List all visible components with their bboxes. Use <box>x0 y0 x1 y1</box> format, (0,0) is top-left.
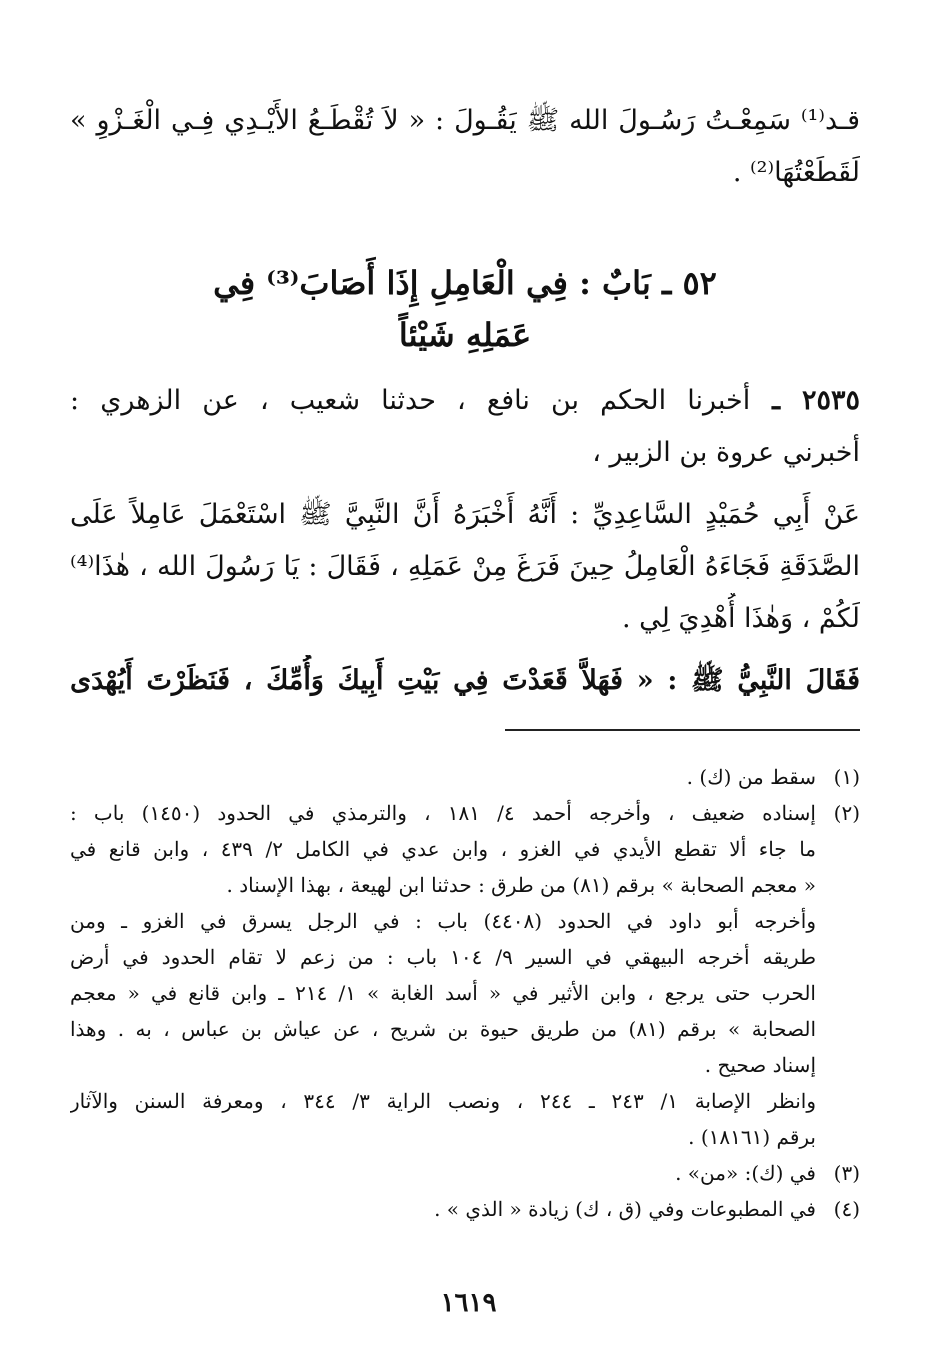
footnote-line: إسناده ضعيف ، وأخرجه أحمد ٤/ ١٨١ ، والترمذي في الحدود (١٤٥٠) باب : <box>70 801 816 825</box>
footnote-line: طريقه أخرجه البيهقي في السير ٩/ ١٠٤ باب : من زعم لا تقام الحدود في أرض <box>70 945 816 969</box>
chapter-title-line-2: عَمَلِهِ شَيْئاً <box>398 316 532 354</box>
footnote-line: برقم (١٨١٦١) . <box>688 1125 816 1149</box>
hadith-text <box>70 489 860 645</box>
footnote-2 <box>70 795 860 1155</box>
footnote-line: الصحابة » برقم (٨١) من طريق حيوة بن شريح ، عن عياش بن عباس ، به . وهذا <box>70 1017 816 1041</box>
footnotes <box>70 759 860 1227</box>
footnote-4 <box>70 1191 860 1227</box>
footnote-line: وأخرجه أبو داود في الحدود (٤٤٠٨) باب : في الرجل يسرق في الغزو ـ ومن <box>70 909 816 933</box>
chapter-title <box>70 257 860 361</box>
footnote-line: إسناد صحيح . <box>704 1053 816 1077</box>
footnote-divider <box>505 729 860 731</box>
hadith-continuation <box>70 655 860 707</box>
footnote-line: سقط من (ك) . <box>686 765 816 789</box>
hadith-line-1: عَنْ أَبِي حُمَيْدٍ السَّاعِدِيِّ : أَنَّهُ أَخْبَرَهُ أَنَّ النَّبِيَّ ﷺ اسْتَعْمَلَ عَامِلاً عَلَى <box>70 499 860 530</box>
hadith-line-2: الصَّدَقَةِ فَجَاءَهُ الْعَامِلُ حِينَ فَرَغَ مِنْ عَمَلِهِ ، فَقَالَ : يَا رَسُولَ الله ، هٰذَا⁽⁴⁾ <box>70 551 860 582</box>
isnad-line-1: ٢٥٣٥ ـ أخبرنا الحكم بن نافع ، حدثنا شعيب ، عن الزهري : <box>70 385 860 416</box>
isnad <box>70 375 860 479</box>
footnote-number: (٤) <box>833 1197 860 1221</box>
intro-line-2: لَقَطَعْتُهَا⁽²⁾ . <box>732 157 860 188</box>
footnote-3 <box>70 1155 860 1191</box>
footnote-line: في (ك): «من» . <box>675 1161 816 1185</box>
hadith-line-3: لَكُمْ ، وَهٰذَا أُهْدِيَ لِي . <box>621 603 860 634</box>
footnote-line: في المطبوعات وفي (ق ، ك) زيادة « الذي » . <box>434 1197 816 1221</box>
footnote-line: ما جاء ألا تقطع الأيدي في الغزو ، وابن عدي في الكامل ٢/ ٤٣٩ ، وابن قانع في <box>70 837 816 861</box>
page-number: ١٦١٩ <box>440 1288 497 1318</box>
footnote-line: الحرب حتى يرجع ، وابن الأثير في « أسد الغابة » ١/ ٢١٤ ـ وابن قانع في « معجم <box>70 981 816 1005</box>
footnote-number: (١) <box>833 765 860 789</box>
footnote-number: (٣) <box>833 1161 860 1185</box>
footnote-line: « معجم الصحابة » برقم (٨١) من طرق : حدثنا ابن لهيعة ، بهذا الإسناد . <box>226 873 816 897</box>
isnad-line-2: أخبرني عروة بن الزبير ، <box>592 437 860 468</box>
footnote-number: (٢) <box>833 801 860 825</box>
footnote-line: وانظر الإصابة ١/ ٢٤٣ ـ ٢٤٤ ، ونصب الراية ٣/ ٣٤٤ ، ومعرفة السنن والآثار <box>70 1089 816 1113</box>
page-content <box>70 95 860 1227</box>
footnote-1 <box>70 759 860 795</box>
hadith-last-line: فَقَالَ النَّبِيُّ ﷺ : « فَهَلاَّ قَعَدْتَ فِي بَيْتِ أَبِيكَ وَأُمِّكَ ، فَنَظَرْتَ أَيُهْدَى <box>70 665 860 696</box>
intro-line-1: قـد⁽¹⁾ سَمِعْـتُ رَسُـولَ الله ﷺ يَقُـولَ : « لاَ تُقْطَـعُ الأَيْـدِي فِـي الْغَـزْوِ » <box>70 105 860 136</box>
chapter-title-line-1: ٥٢ ـ بَابٌ : فِي الْعَامِلِ إِذَا أَصَابَ⁽³⁾ فِي <box>213 264 717 302</box>
main-text <box>70 95 860 199</box>
